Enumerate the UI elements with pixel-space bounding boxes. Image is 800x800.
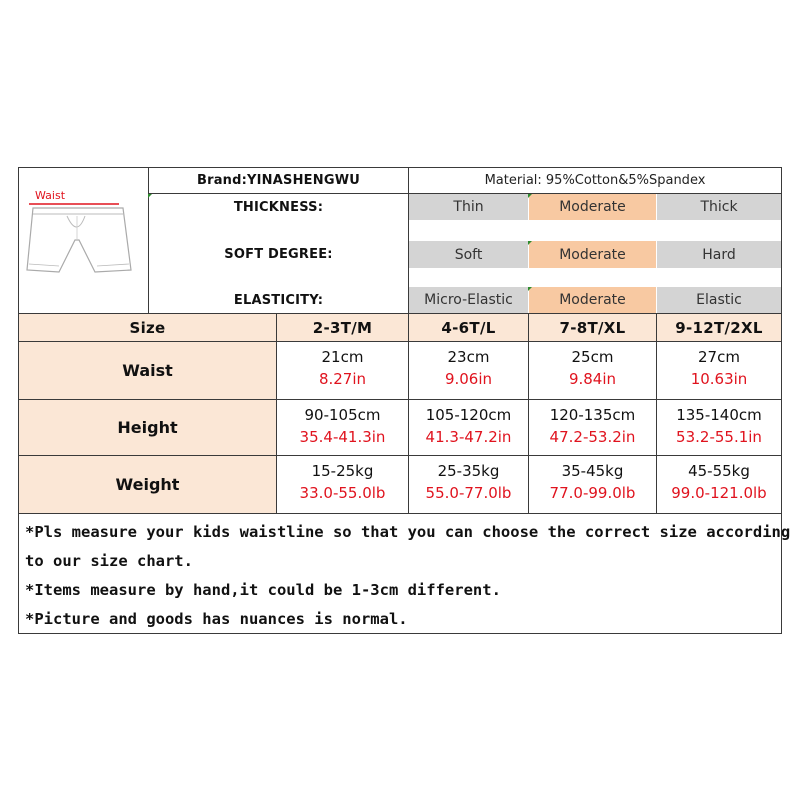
elasticity-label-cell <box>149 287 408 313</box>
thickness-label-cell <box>149 194 408 220</box>
note-line: to our size chart. <box>25 552 193 570</box>
cm-value: 90-105cm <box>304 406 381 424</box>
cm-value: 105-120cm <box>425 406 512 424</box>
weight-value-cell <box>276 455 409 514</box>
cm-value: 120-135cm <box>549 406 636 424</box>
brand-label: Brand:YINASHENGWU <box>196 173 360 188</box>
imperial-value: 47.2-53.2in <box>549 428 636 446</box>
note-line: *Pls measure your kids waistline so that you can choose the correct size according <box>25 523 791 541</box>
height-value-cell <box>656 399 782 456</box>
size-header-9-12t: 9-12T/2XL <box>656 313 782 342</box>
elasticity-option-moderate: Moderate <box>529 287 656 313</box>
weight-value-cell <box>656 455 782 514</box>
cm-value: 27cm <box>698 348 740 366</box>
imperial-value: 9.06in <box>444 370 493 388</box>
size-chart <box>18 167 791 634</box>
row-label-weight: Weight <box>18 455 277 514</box>
thickness-label: THICKNESS: <box>233 199 324 215</box>
thickness-option-thick: Thick <box>657 194 781 220</box>
height-value-cell <box>276 399 409 456</box>
row-label-waist: Waist <box>18 341 277 400</box>
cm-value: 135-140cm <box>676 406 762 424</box>
elasticity-option-elastic: Elastic <box>657 287 781 313</box>
cm-value: 35-45kg <box>561 462 624 480</box>
cm-value: 23cm <box>447 348 490 366</box>
material-label: Material: 95%Cotton&5%Spandex <box>484 173 706 188</box>
cm-value: 15-25kg <box>311 462 374 480</box>
waist-label: Waist <box>35 189 66 202</box>
weight-value-cell <box>408 455 529 514</box>
cm-value: 25cm <box>571 348 614 366</box>
weight-value-cell <box>528 455 657 514</box>
illustration-cell <box>18 167 149 314</box>
material-cell <box>408 167 782 194</box>
brand-cell <box>148 167 409 194</box>
cell-marker <box>148 194 152 198</box>
cell-marker <box>528 194 532 198</box>
thickness-option-thin: Thin <box>409 194 528 220</box>
height-value-cell <box>528 399 657 456</box>
notes-box <box>18 513 791 634</box>
size-header-7-8t: 7-8T/XL <box>528 313 657 342</box>
imperial-value: 53.2-55.1in <box>676 428 762 446</box>
note-line: *Items measure by hand,it could be 1-3cm different. <box>25 581 501 599</box>
row-label-height: Height <box>18 399 277 456</box>
cm-value: 45-55kg <box>688 462 750 480</box>
cell-marker <box>528 241 532 245</box>
cm-value: 21cm <box>321 348 364 366</box>
cell-marker <box>528 287 532 291</box>
soft-option-soft: Soft <box>409 241 528 268</box>
imperial-value: 41.3-47.2in <box>425 428 512 446</box>
imperial-value: 33.0-55.0lb <box>299 484 386 502</box>
note-line: *Picture and goods has nuances is normal. <box>25 610 408 628</box>
waist-value-cell <box>528 341 657 400</box>
imperial-value: 55.0-77.0lb <box>425 484 512 502</box>
size-header-4-6t: 4-6T/L <box>408 313 529 342</box>
soft-option-moderate: Moderate <box>529 241 656 268</box>
elasticity-label: ELASTICITY: <box>233 292 324 308</box>
thickness-option-moderate: Moderate <box>529 194 656 220</box>
size-header-2-3t: 2-3T/M <box>276 313 409 342</box>
cm-value: 25-35kg <box>437 462 500 480</box>
elasticity-option-micro: Micro-Elastic <box>409 287 528 313</box>
imperial-value: 77.0-99.0lb <box>549 484 636 502</box>
imperial-value: 10.63in <box>690 370 748 388</box>
soft-degree-label: SOFT DEGREE: <box>224 247 333 262</box>
soft-option-hard: Hard <box>657 241 781 268</box>
height-value-cell <box>408 399 529 456</box>
imperial-value: 9.84in <box>568 370 617 388</box>
soft-degree-label-cell <box>149 241 408 268</box>
boxer-briefs-illustration <box>19 168 149 314</box>
imperial-value: 99.0-121.0lb <box>671 484 767 502</box>
waist-value-cell <box>276 341 409 400</box>
waist-value-cell <box>656 341 782 400</box>
imperial-value: 35.4-41.3in <box>299 428 386 446</box>
waist-value-cell <box>408 341 529 400</box>
size-corner-cell: Size <box>18 313 277 342</box>
imperial-value: 8.27in <box>318 370 367 388</box>
